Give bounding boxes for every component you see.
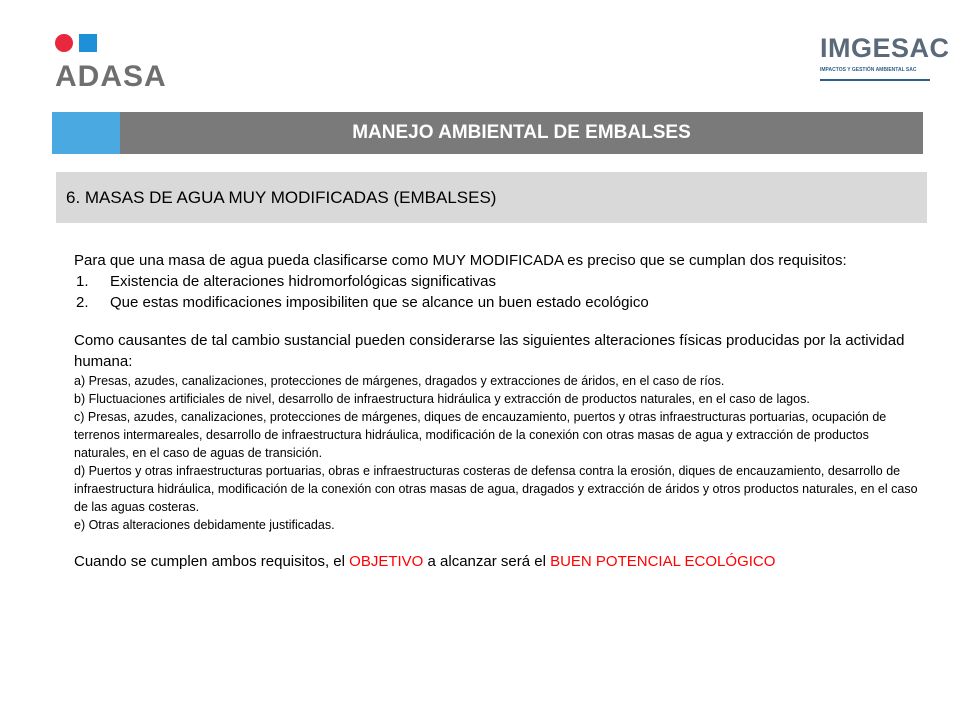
potencial-highlight: BUEN POTENCIAL ECOLÓGICO bbox=[550, 553, 776, 570]
title-banner bbox=[52, 112, 923, 154]
adasa-logo-text: ADASA bbox=[55, 60, 167, 93]
imgesac-logo-subtitle: IMPACTOS Y GESTIÓN AMBIENTAL SAC bbox=[820, 67, 917, 73]
list-item: 1. Existencia de alteraciones hidromorfológicas significativas bbox=[76, 273, 497, 290]
requirements-list bbox=[74, 271, 924, 313]
blue-square-icon bbox=[79, 34, 97, 52]
imgesac-logo-underline bbox=[820, 79, 930, 81]
cause-item: d) Puertos y otras infraestructuras portuarias, obras e infraestructuras costeras de defensa contra la erosión, diques de encauzamiento, desarrollo de infraestructura hidráulica, modificación de la conexión con otras masas de agua, dragados y extracción de áridos y otros productos naturales, en el caso de las aguas costeras. bbox=[74, 464, 918, 514]
red-dot-icon bbox=[55, 34, 73, 52]
cause-item: e) Otras alteraciones debidamente justificadas. bbox=[74, 518, 335, 532]
banner-accent-block bbox=[52, 112, 120, 154]
intro-paragraph: Para que una masa de agua pueda clasificarse como MUY MODIFICADA es preciso que se cumplan dos requisitos: bbox=[74, 252, 847, 269]
conclusion-paragraph: Cuando se cumplen ambos requisitos, el OBJETIVO a alcanzar será el BUEN POTENCIAL ECOLÓGICO bbox=[74, 553, 776, 570]
cause-item: a) Presas, azudes, canalizaciones, protecciones de márgenes, dragados y extracciones de áridos, en el caso de ríos. bbox=[74, 374, 725, 388]
imgesac-logo-text: IMGESAC bbox=[820, 33, 950, 63]
list-item: 2. Que estas modificaciones imposibiliten que se alcance un buen estado ecológico bbox=[76, 294, 649, 311]
imgesac-logo bbox=[820, 32, 950, 94]
adasa-logo bbox=[55, 34, 175, 94]
causes-intro-paragraph: Como causantes de tal cambio sustancial pueden considerarse las siguientes alteraciones físicas producidas por la actividad humana: bbox=[74, 332, 905, 370]
section-title: 6. MASAS DE AGUA MUY MODIFICADAS (EMBALSES) bbox=[66, 188, 497, 207]
cause-item: b) Fluctuaciones artificiales de nivel, desarrollo de infraestructura hidráulica y extracción de productos naturales, en el caso de lagos. bbox=[74, 392, 810, 406]
section-header bbox=[56, 172, 927, 223]
cause-item: c) Presas, azudes, canalizaciones, protecciones de márgenes, diques de encauzamiento, puertos y otras infraestructuras portuarias, ocupación de terrenos intermareales, desarrollo de infraestructura hidráulica, modificación de la conexión con otras masas de agua y extracción de productos naturales, en el caso de aguas de transición. bbox=[74, 410, 887, 460]
objetivo-highlight: OBJETIVO bbox=[349, 553, 424, 570]
page-title: MANEJO AMBIENTAL DE EMBALSES bbox=[352, 122, 691, 143]
body-content bbox=[74, 250, 924, 572]
